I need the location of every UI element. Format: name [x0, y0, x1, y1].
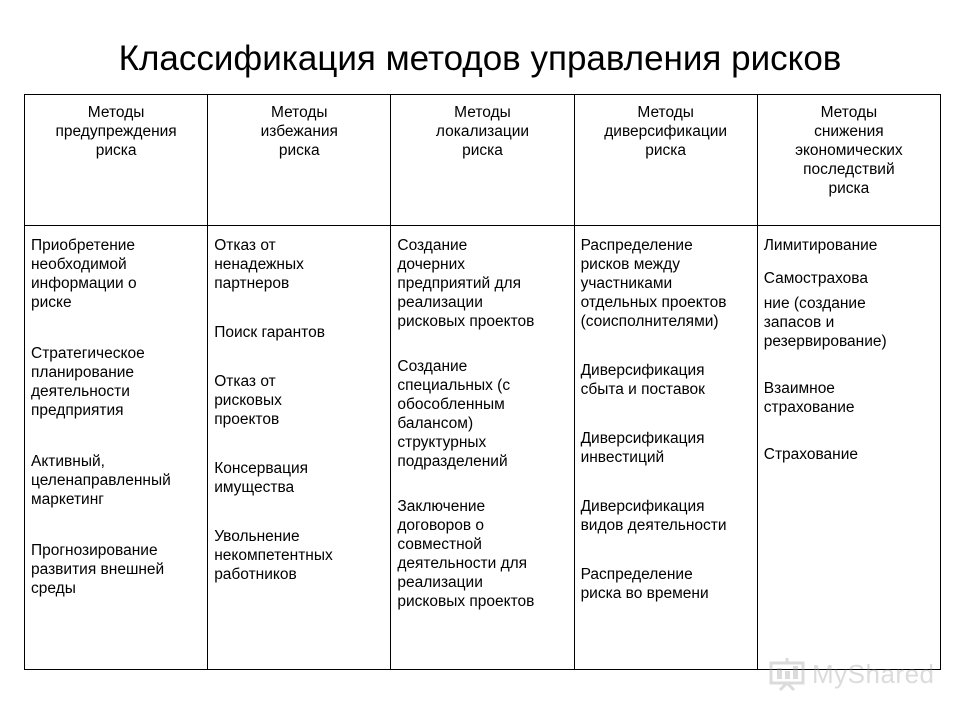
method-item-line: информации о [31, 275, 137, 292]
header-row [25, 95, 941, 226]
column-header [757, 95, 940, 226]
watermark [768, 656, 938, 692]
method-item [31, 344, 201, 420]
method-item-line: реализации [397, 294, 483, 311]
method-item-line: запасов и [763, 314, 835, 331]
method-item-line: подразделений [397, 453, 508, 470]
method-item-line: Диверсификация [580, 430, 705, 447]
method-item [764, 236, 934, 255]
method-item-line: Консервация [214, 460, 308, 477]
method-item-line: некомпетентных [214, 547, 333, 564]
item-spacer [581, 399, 751, 429]
column-items [574, 226, 757, 670]
method-item-line: предприятия [31, 402, 124, 419]
column-header-line: экономических [795, 142, 903, 159]
method-item [581, 429, 751, 467]
method-item-line: планирование [31, 364, 135, 381]
method-item-line: рисковых проектов [397, 593, 535, 610]
column-items [757, 226, 940, 670]
method-item-line: ненадежных [214, 256, 304, 273]
method-item-line: Диверсификация [580, 362, 705, 379]
column-header-line: Методы [270, 104, 328, 121]
item-spacer [214, 342, 384, 372]
column-header-line: Методы [454, 104, 511, 121]
item-spacer [214, 497, 384, 527]
method-item-line: целенаправленный [31, 472, 171, 489]
method-item [397, 497, 567, 611]
method-item-line: деятельности для [397, 555, 528, 572]
column-header-line: риска [828, 180, 870, 197]
item-spacer [397, 331, 567, 357]
method-item-line: рисковых проектов [397, 313, 535, 330]
method-item [581, 565, 751, 603]
method-item-line: маркетинг [31, 491, 104, 508]
item-spacer [581, 535, 751, 565]
method-item-line: (соисполнителями) [580, 313, 719, 330]
method-item-line: Взаимное [763, 380, 835, 397]
column-header-line: последствий [803, 161, 895, 178]
method-item-line: среды [31, 580, 76, 597]
method-item-line: Поиск гарантов [214, 324, 325, 341]
item-spacer [764, 417, 934, 445]
item-spacer [214, 429, 384, 459]
method-item [214, 323, 384, 342]
column-header-line: Методы [87, 104, 145, 121]
column-header-line: локализации [435, 123, 530, 140]
method-item [31, 452, 201, 509]
method-item-line: Страхование [763, 446, 858, 463]
page-title: Классификация методов управления рисков [118, 39, 842, 78]
method-item-line: Заключение [397, 498, 486, 515]
methods-table [24, 94, 941, 670]
method-item-line: страхование [763, 399, 855, 416]
method-item-line: Диверсификация [580, 498, 705, 515]
method-item [581, 361, 751, 399]
method-item-line: сбыта и поставок [580, 381, 705, 398]
method-item [764, 379, 934, 417]
method-item-line: специальных (с [397, 377, 511, 394]
item-spacer [31, 509, 201, 541]
method-item-line: участниками [580, 275, 673, 292]
method-item-line: Создание [397, 358, 468, 375]
item-spacer [397, 471, 567, 497]
item-spacer [581, 331, 751, 361]
method-item-line: рисковых [214, 392, 282, 409]
item-spacer [31, 312, 201, 344]
method-item [764, 445, 934, 464]
method-item-line: Отказ от [214, 373, 276, 390]
method-item [764, 294, 934, 351]
column-header [391, 95, 574, 226]
column-header-line: риска [278, 142, 320, 159]
column-header [25, 95, 208, 226]
column-header-line: риска [462, 142, 503, 159]
method-item-line: ние (создание [763, 295, 866, 312]
column-header-line: снижения [814, 123, 884, 140]
column-items [25, 226, 208, 670]
column-header [574, 95, 757, 226]
column-header-line: предупреждения [55, 123, 177, 140]
column-items [391, 226, 574, 670]
method-item-line: дочерних [397, 256, 465, 273]
method-item-line: Приобретение [31, 237, 136, 254]
method-item-line: риска во времени [580, 585, 709, 602]
method-item [214, 459, 384, 497]
column-header-line: риска [95, 142, 137, 159]
method-item-line: Лимитирование [763, 237, 878, 254]
method-item-line: рисков между [580, 256, 680, 273]
column-header [208, 95, 391, 226]
method-item-line: партнеров [214, 275, 290, 292]
method-item-line: развития внешней [31, 561, 165, 578]
presentation-board-icon [768, 657, 808, 691]
method-item [214, 236, 384, 293]
method-item-line: реализации [397, 574, 483, 591]
item-spacer [581, 467, 751, 497]
method-item-line: Создание [397, 237, 468, 254]
method-item-line: Отказ от [214, 237, 276, 254]
method-item-line: работников [214, 566, 297, 583]
item-spacer [764, 255, 934, 269]
method-item [31, 236, 201, 312]
method-item [214, 372, 384, 429]
method-item-line: договоров о [397, 517, 485, 534]
method-item [397, 236, 567, 331]
method-item-line: Распределение [580, 237, 693, 254]
method-item-line: совместной [397, 536, 482, 553]
method-item [581, 236, 751, 331]
body-row [25, 226, 941, 670]
method-item-line: Распределение [580, 566, 693, 583]
method-item-line: видов деятельности [580, 517, 727, 534]
method-item-line: резервирование) [763, 333, 887, 350]
method-item-line: имущества [214, 479, 295, 496]
column-header-line: Методы [820, 104, 878, 121]
method-item-line: инвестиций [580, 449, 665, 466]
method-item [397, 357, 567, 471]
method-item [764, 269, 934, 288]
method-item [581, 497, 751, 535]
column-items [208, 226, 391, 670]
column-header-line: диверсификации [604, 123, 728, 140]
item-spacer [214, 293, 384, 323]
column-header-line: риска [645, 142, 687, 159]
method-item-line: проектов [214, 411, 280, 428]
method-item-line: деятельности [31, 383, 130, 400]
method-item-line: необходимой [31, 256, 127, 273]
column-header-line: избежания [260, 123, 338, 140]
method-item-line: Самострахова [763, 270, 868, 287]
method-item-line: структурных [397, 434, 487, 451]
method-item [31, 541, 201, 598]
method-item-line: Увольнение [214, 528, 300, 545]
item-spacer [31, 420, 201, 452]
method-item-line: Активный, [31, 453, 105, 470]
method-item-line: отдельных проектов [580, 294, 727, 311]
method-item-line: Стратегическое [31, 345, 145, 362]
method-item-line: Прогнозирование [31, 542, 158, 559]
watermark-text: MyShared [812, 658, 935, 689]
method-item-line: риске [31, 294, 72, 311]
method-item-line: предприятий для [397, 275, 521, 292]
method-item-line: обособленным [397, 396, 505, 413]
method-item-line: балансом) [397, 415, 474, 432]
method-item [214, 527, 384, 584]
column-header-line: Методы [637, 104, 694, 121]
item-spacer [764, 351, 934, 379]
